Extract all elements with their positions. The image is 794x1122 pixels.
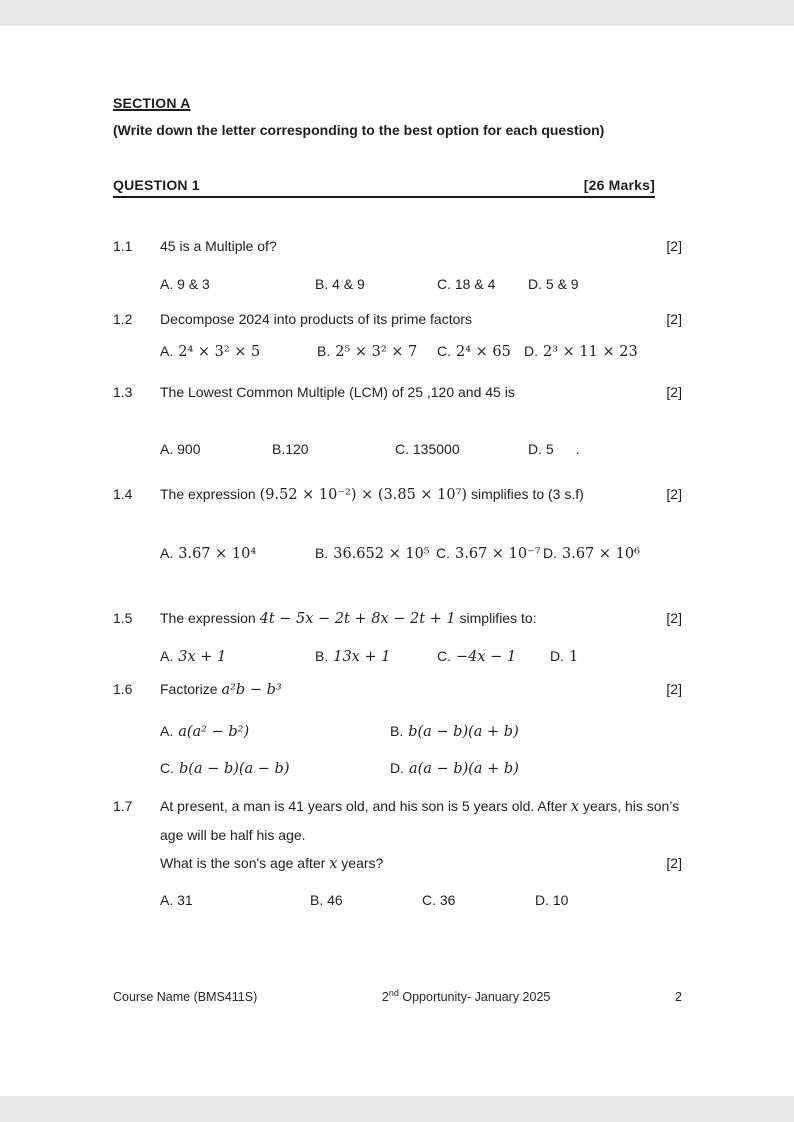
option-math: 3.67 × 10⁻⁷ <box>455 546 541 562</box>
question-text: Decompose 2024 into products of its prime factors <box>160 311 473 327</box>
option-math: a(a² − b²) <box>178 724 250 740</box>
question-text <box>160 792 687 849</box>
stray-period: . <box>575 441 580 457</box>
option-b <box>390 723 690 740</box>
option-math: −4x − 1 <box>456 649 517 665</box>
question-number: 1.4 <box>113 486 133 502</box>
option-math: 1 <box>569 649 579 665</box>
option-c <box>437 343 524 360</box>
option-label: D. <box>524 343 538 359</box>
question-text <box>160 486 666 503</box>
question-text-math: a²b − b³ <box>221 682 282 698</box>
option-b: B. 4 & 9 <box>315 276 365 292</box>
footer-session-rest: Opportunity- January 2025 <box>398 990 551 1004</box>
page-footer <box>113 987 682 1004</box>
option-b: B. 46 <box>310 892 343 908</box>
question-number: 1.2 <box>113 311 133 327</box>
option-b <box>315 648 437 665</box>
question-1-6-options-row-2 <box>160 760 690 777</box>
option-math: 13x + 1 <box>333 649 391 665</box>
option-c <box>437 648 550 665</box>
question-1-6-row <box>113 681 682 698</box>
question-text: 45 is a Multiple of? <box>160 238 277 254</box>
subquestion-text-post: years? <box>337 855 384 871</box>
question-number: 1.5 <box>113 610 133 626</box>
option-math: b(a − b)(a + b) <box>408 724 519 740</box>
marks-badge: [2] <box>666 610 682 626</box>
question-text-math: (9.52 × 10⁻²) × (3.85 × 10⁷) <box>259 487 468 503</box>
footer-session-ordinal: nd <box>388 987 399 998</box>
question-1-2-row <box>113 311 682 327</box>
question-text-pre: The expression <box>160 610 260 626</box>
option-label: D. <box>390 760 404 776</box>
option-label: D. <box>550 648 564 664</box>
option-label: D. <box>543 545 557 561</box>
question-text-math: x <box>570 799 580 815</box>
question-text <box>160 610 666 627</box>
question-1-7-options <box>160 892 690 908</box>
option-label: A. <box>160 343 174 359</box>
option-d: D. 5 <box>528 441 554 457</box>
question-heading-row <box>113 177 655 198</box>
option-math: 2³ × 11 × 23 <box>543 344 638 360</box>
option-label: B. <box>315 648 329 664</box>
option-a: A. 31 <box>160 892 193 908</box>
option-a <box>160 648 315 665</box>
question-1-2-options <box>160 343 690 360</box>
question-text <box>160 681 666 698</box>
subquestion-text-pre: What is the son's age after <box>160 855 330 871</box>
question-1-1-row <box>113 238 682 254</box>
footer-session-number: 2 <box>381 990 389 1004</box>
option-math: b(a − b)(a − b) <box>179 761 290 777</box>
section-instruction: (Write down the letter corresponding to the best option for each question) <box>113 122 605 138</box>
question-text-post: years, his son’s age will be half his age. <box>160 798 680 843</box>
marks-badge: [2] <box>666 311 682 327</box>
question-1-4-options <box>160 545 690 562</box>
option-label: B. <box>390 723 404 739</box>
option-c: C. 18 & 4 <box>437 276 496 292</box>
option-math: 2⁵ × 3² × 7 <box>335 344 418 360</box>
marks-badge: [2] <box>666 855 682 871</box>
option-c <box>160 760 390 777</box>
question-text-pre: Factorize <box>160 681 222 697</box>
option-math: 2⁴ × 3² × 5 <box>178 344 261 360</box>
option-label: C. <box>436 545 450 561</box>
question-text-post: simplifies to (3 s.f) <box>467 486 584 502</box>
footer-course-name: Course Name (BMS411S) <box>113 990 258 1004</box>
option-d <box>543 545 690 562</box>
marks-badge: [2] <box>666 681 682 697</box>
footer-page-number: 2 <box>675 990 682 1004</box>
subquestion-text-math: x <box>329 856 338 872</box>
question-1-5-row <box>113 610 682 627</box>
option-c: C. 135000 <box>395 441 460 457</box>
option-label: A. <box>160 545 174 561</box>
option-b <box>315 545 436 562</box>
option-d: D. 10 <box>535 892 569 908</box>
question-1-7-subquestion-row <box>113 855 682 872</box>
option-label: A. <box>160 723 174 739</box>
question-1-3-row <box>113 384 682 400</box>
question-number: 1.3 <box>113 384 133 400</box>
option-label: C. <box>160 760 174 776</box>
option-math: 2⁴ × 65 <box>456 344 511 360</box>
option-c: C. 36 <box>422 892 456 908</box>
question-1-4-row <box>113 486 682 503</box>
question-text-pre: At present, a man is 41 years old, and his son is 5 years old. After <box>160 798 571 814</box>
option-label: B. <box>317 343 331 359</box>
scan-edge-top <box>0 0 794 26</box>
option-a <box>160 545 315 562</box>
scan-edge-bottom <box>0 1096 794 1122</box>
option-math: 3.67 × 10⁴ <box>178 546 257 562</box>
option-label: B. <box>315 545 329 561</box>
question-text-post: simplifies to: <box>455 610 537 626</box>
subquestion-text <box>160 855 666 872</box>
question-text-pre: The expression <box>160 486 260 502</box>
option-math: 3x + 1 <box>178 649 227 665</box>
question-1-7-row <box>113 792 691 849</box>
question-text: The Lowest Common Multiple (LCM) of 25 ,120 and 45 is <box>160 384 515 400</box>
question-text-math: 4t − 5x − 2t + 8x − 2t + 1 <box>259 611 456 627</box>
question-1-6-options-row-1 <box>160 723 690 740</box>
option-c <box>436 545 543 562</box>
option-label: C. <box>437 648 451 664</box>
marks-badge: [2] <box>666 486 682 502</box>
question-1-5-options <box>160 648 690 665</box>
option-math: a(a − b)(a + b) <box>409 761 519 777</box>
footer-exam-session <box>257 987 675 1004</box>
option-d <box>524 343 690 360</box>
option-math: 36.652 × 10⁵ <box>333 546 430 562</box>
question-1-1-options <box>160 276 690 292</box>
option-a <box>160 723 390 740</box>
question-number: 1.7 <box>113 798 133 814</box>
option-d: D. 5 & 9 <box>528 276 579 292</box>
option-a: A. 900 <box>160 441 201 457</box>
section-heading: SECTION A <box>113 95 191 111</box>
option-math: 3.67 × 10⁶ <box>562 546 640 562</box>
option-b <box>317 343 437 360</box>
option-d <box>390 760 690 777</box>
option-label: C. <box>437 343 451 359</box>
question-heading-marks: [26 Marks] <box>583 177 655 193</box>
question-heading: QUESTION 1 <box>113 177 200 193</box>
option-d <box>550 648 690 665</box>
question-number: 1.1 <box>113 238 133 254</box>
option-a: A. 9 & 3 <box>160 276 210 292</box>
marks-badge: [2] <box>666 238 682 254</box>
option-label: A. <box>160 648 174 664</box>
marks-badge: [2] <box>666 384 682 400</box>
question-number: 1.6 <box>113 681 133 697</box>
option-a <box>160 343 317 360</box>
question-1-3-options <box>160 441 690 457</box>
option-b: B.120 <box>272 441 309 457</box>
